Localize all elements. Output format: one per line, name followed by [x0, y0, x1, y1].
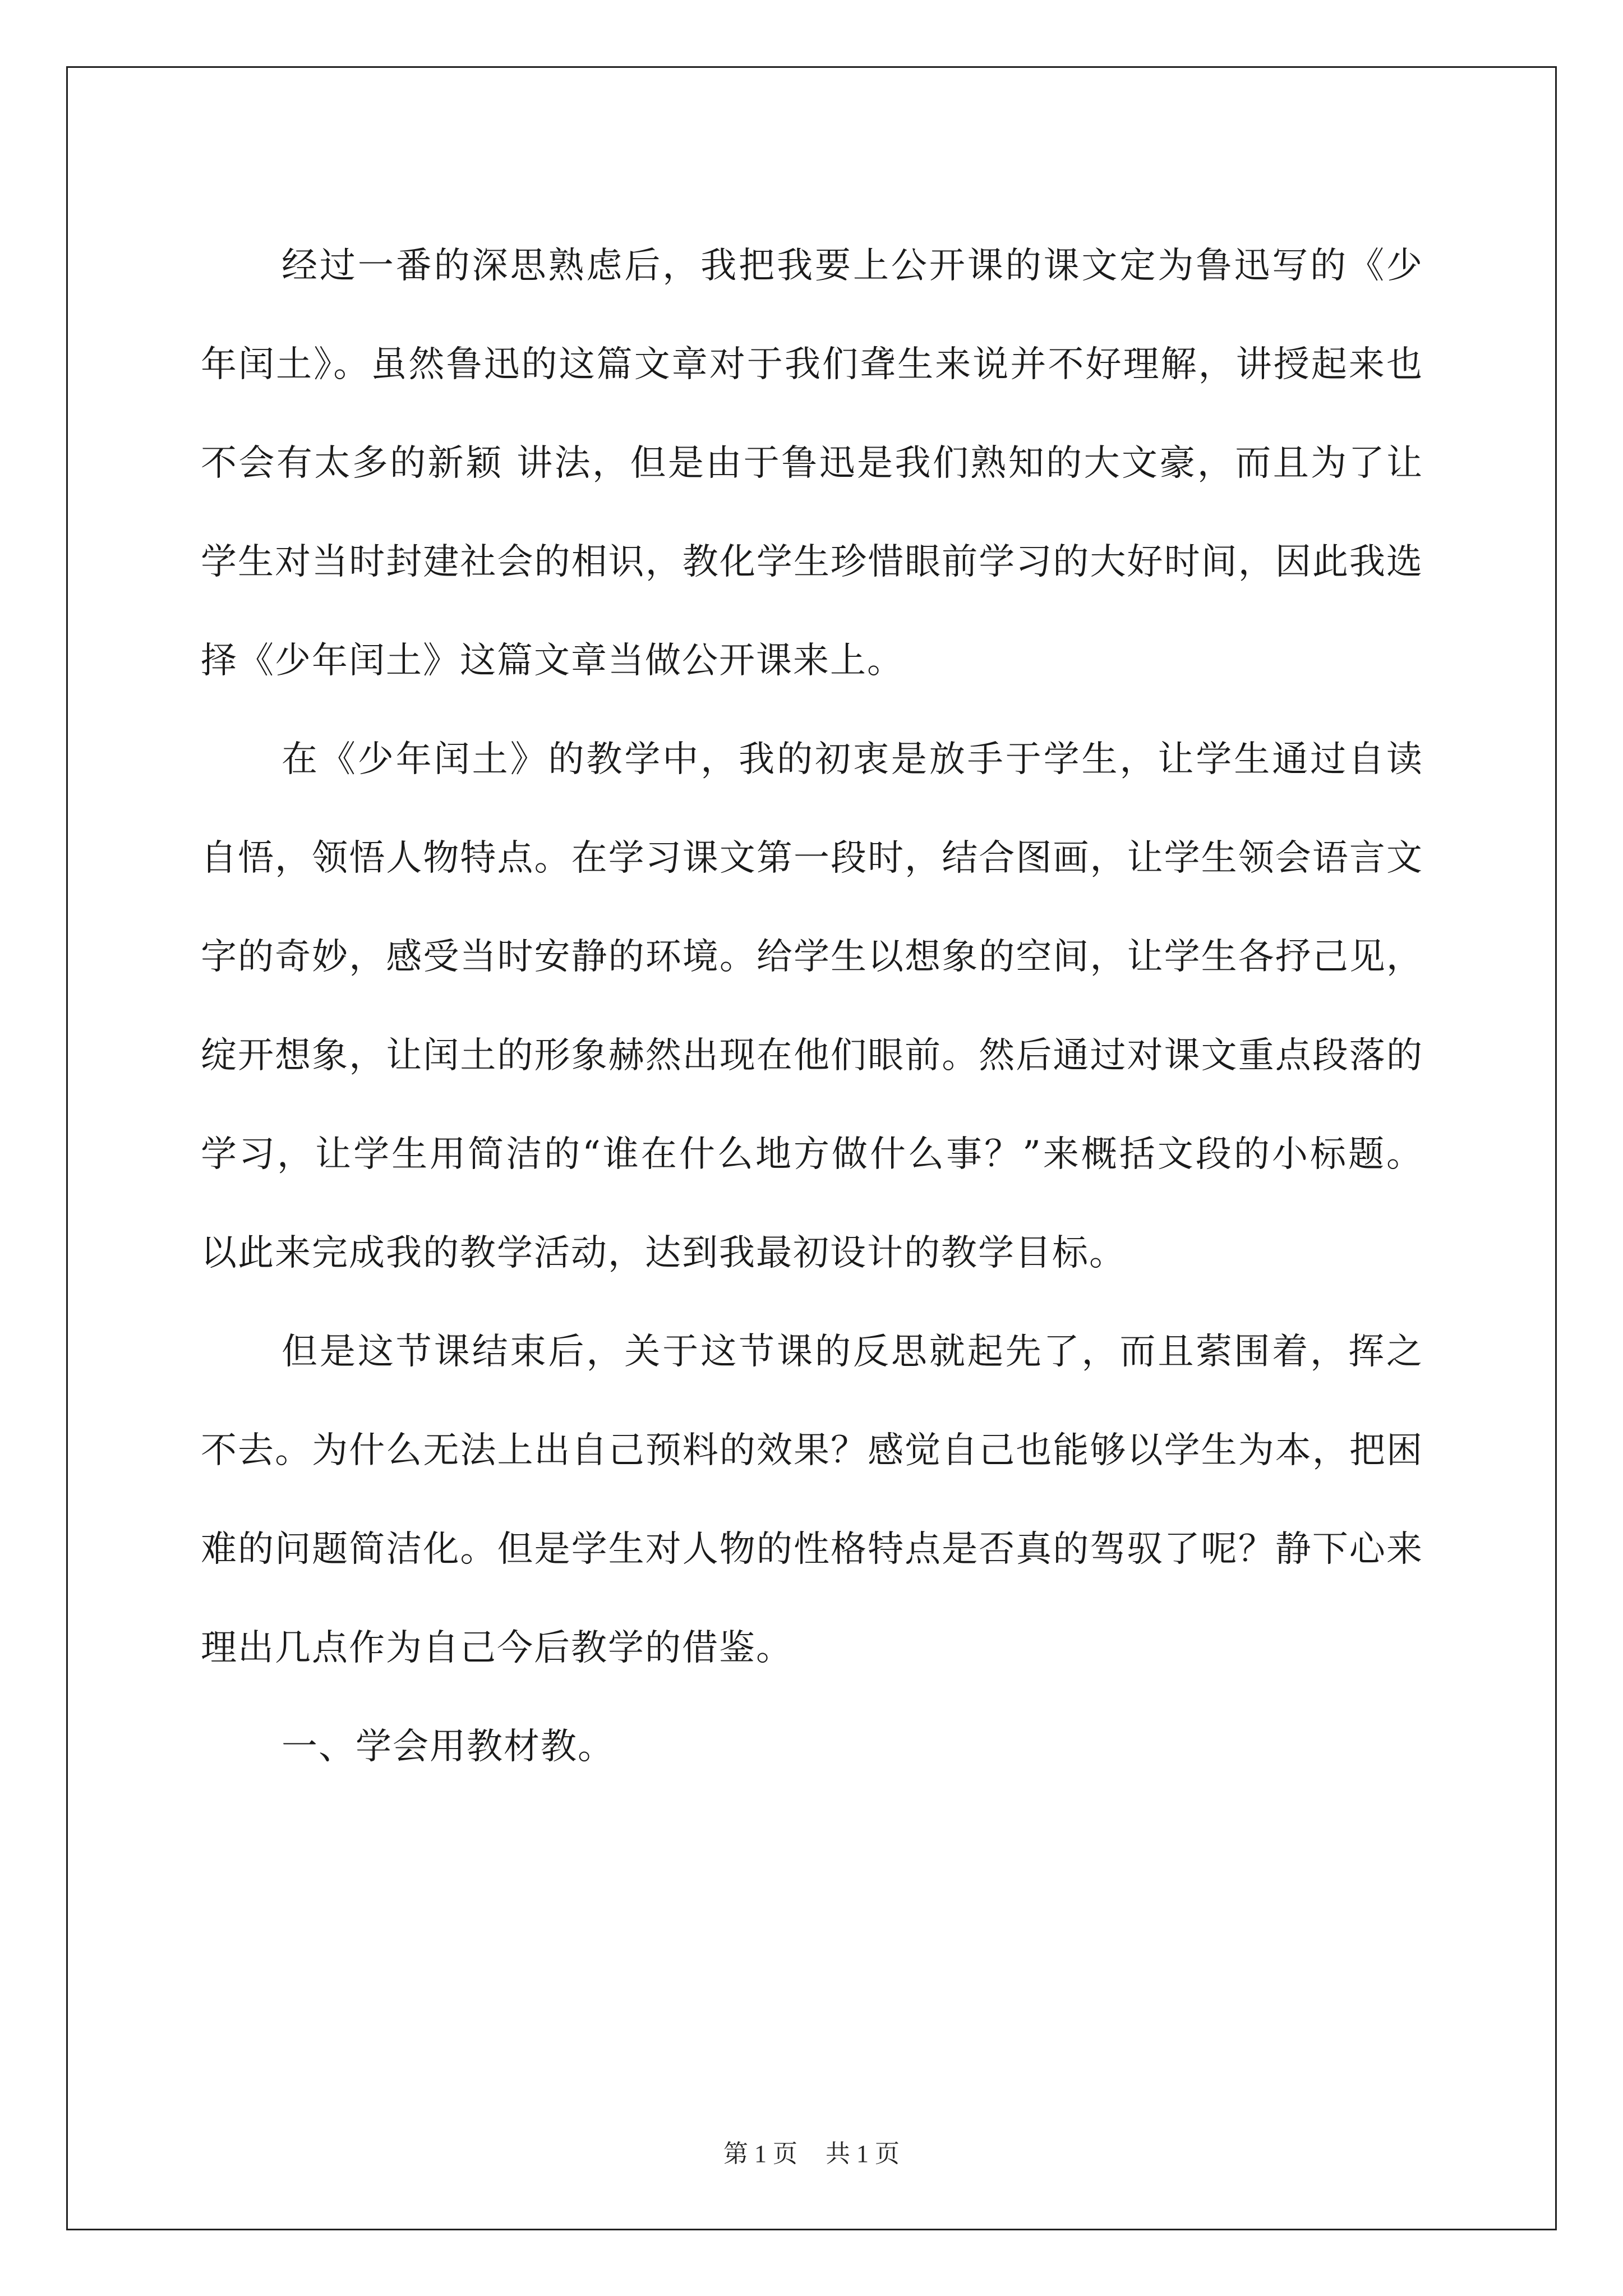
paragraph: 经过一番的深思熟虑后，我把我要上公开课的课文定为鲁迅写的《少年闰土》。虽然鲁迅的这篇文章对于我们聋生来说并不好理解，讲授起来也不会有太多的新颖 讲法，但是由于鲁迅是我们熟知的大文豪，而且为了让学生对当时封建社会的相识，教化学生珍惜眼前学习的大好时间，因此我选择《少年闰土》这篇文章当做公开课来上。: [201, 245, 1423, 682]
paragraph: 但是这节课结束后，关于这节课的反思就起先了，而且萦围着，挥之不去。为什么无法上出自己预料的效果？感觉自己也能够以学生为本，把困难的问题简洁化。但是学生对人物的性格特点是否真的驾驭了呢？静下心来理出几点作为自己今后教学的借鉴。: [201, 1331, 1423, 1669]
paragraph: 在《少年闰土》的教学中，我的初衷是放手于学生，让学生通过自读自悟，领悟人物特点。在学习课文第一段时，结合图画，让学生领会语言文字的奇妙，感受当时安静的环境。给学生以想象的空间，让学生各抒己见，绽开想象，让闰土的形象赫然出现在他们眼前。然后通过对课文重点段落的学习，让学生用简洁的“谁在什么地方做什么事？”来概括文段的小标题。以此来完成我的教学活动，达到我最初设计的教学目标。: [201, 739, 1423, 1274]
page-footer: [0, 2137, 1623, 2171]
page-total: 共 1 页: [826, 2140, 900, 2168]
document-body: [201, 217, 1423, 1796]
page-number: 第 1 页: [723, 2140, 797, 2168]
paragraph: 一、学会用教材教。: [282, 1726, 615, 1768]
